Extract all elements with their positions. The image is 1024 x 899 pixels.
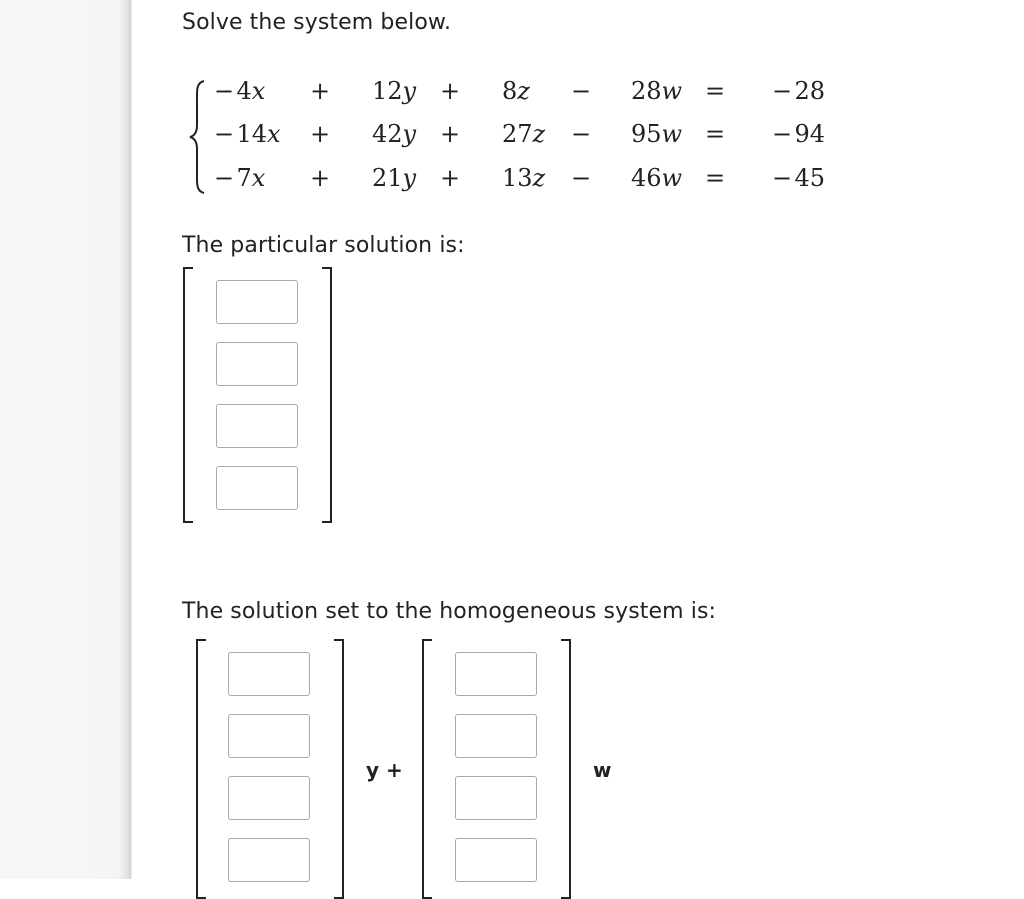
plus-op: + — [310, 120, 331, 148]
hom-w-vector-input-4[interactable] — [455, 838, 537, 882]
hom-w-vector-input-3[interactable] — [455, 776, 537, 820]
x-term: − 4x — [214, 77, 266, 105]
y-term: 12y — [372, 77, 417, 105]
plus-op: + — [310, 77, 331, 105]
right-bracket — [322, 267, 332, 523]
x-term: − 14x — [214, 120, 281, 148]
y-term: 21y — [372, 164, 417, 192]
w-term: 28w — [631, 77, 683, 105]
rhs-value: − 94 — [772, 120, 826, 148]
left-bracket — [183, 267, 193, 523]
right-bracket — [561, 639, 571, 899]
hom-y-vector-input-2[interactable] — [228, 714, 310, 758]
rhs-value: − 28 — [772, 77, 826, 105]
equals-sign: = — [705, 164, 726, 192]
plus-op: + — [440, 120, 461, 148]
minus-op: − — [571, 77, 592, 105]
particular-w-input[interactable] — [216, 466, 298, 510]
z-term: 13z — [502, 164, 546, 192]
hom-y-vector-input-4[interactable] — [228, 838, 310, 882]
rhs-value: − 45 — [772, 164, 826, 192]
left-bracket — [422, 639, 432, 899]
w-term: 95w — [631, 120, 683, 148]
y-parameter-label: y + — [366, 758, 403, 782]
y-term: 42y — [372, 120, 417, 148]
hom-w-vector-input-2[interactable] — [455, 714, 537, 758]
minus-op: − — [571, 120, 592, 148]
plus-op: + — [440, 164, 461, 192]
plus-op: + — [310, 164, 331, 192]
equals-sign: = — [705, 77, 726, 105]
w-term: 46w — [631, 164, 683, 192]
sidebar-shadow — [0, 0, 132, 879]
right-bracket — [334, 639, 344, 899]
particular-x-input[interactable] — [216, 280, 298, 324]
particular-y-input[interactable] — [216, 342, 298, 386]
minus-op: − — [571, 164, 592, 192]
equals-sign: = — [705, 120, 726, 148]
hom-y-vector-input-3[interactable] — [228, 776, 310, 820]
prompt-text: Solve the system below. — [182, 10, 452, 35]
hom-y-vector-input-1[interactable] — [228, 652, 310, 696]
w-parameter-label: w — [593, 758, 612, 782]
homogeneous-solution-label: The solution set to the homogeneous system is: — [182, 599, 717, 624]
x-term: − 7x — [214, 164, 266, 192]
z-term: 27z — [502, 120, 546, 148]
z-term: 8z — [502, 77, 530, 105]
left-bracket — [196, 639, 206, 899]
hom-w-vector-input-1[interactable] — [455, 652, 537, 696]
particular-solution-label: The particular solution is: — [182, 233, 465, 258]
system-brace — [188, 79, 208, 195]
particular-z-input[interactable] — [216, 404, 298, 448]
plus-op: + — [440, 77, 461, 105]
